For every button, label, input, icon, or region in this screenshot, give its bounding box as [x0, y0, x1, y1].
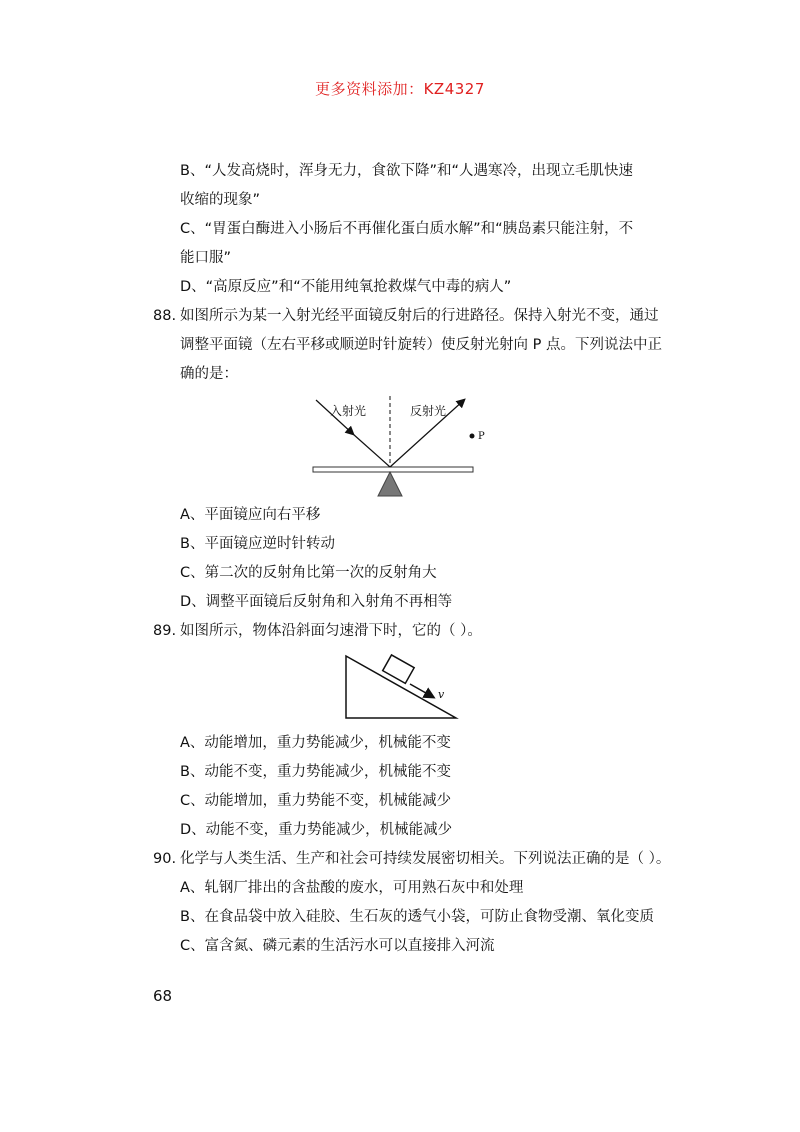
point-p-label: P: [478, 431, 485, 442]
q90-number: 90.: [153, 851, 177, 867]
q90-option-c: C、富含氮、磷元素的生活污水可以直接排入河流: [180, 938, 495, 954]
incident-ray-label: 入射光: [330, 404, 367, 418]
q90-option-a: A、轧钢厂排出的含盐酸的废水，可用熟石灰中和处理: [180, 880, 524, 896]
mirror-pivot: [378, 472, 402, 496]
plane-mirror: [313, 467, 473, 472]
q88-text-line3: 确的是：: [180, 366, 238, 382]
reflected-ray-label: 反射光: [410, 404, 447, 418]
q89-option-b: B、动能不变，重力势能减少，机械能不变: [180, 764, 451, 780]
q88-option-d: D、调整平面镜后反射角和入射角不再相等: [180, 594, 453, 610]
q89-option-c: C、动能增加，重力势能不变，机械能减少: [180, 793, 452, 809]
q90-option-b: B、在食品袋中放入硅胶、生石灰的透气小袋，可防止食物受潮、氧化变质: [180, 909, 654, 925]
point-p: [470, 434, 475, 439]
q88-option-b: B、平面镜应逆时针转动: [180, 536, 335, 552]
q89-option-a: A、动能增加，重力势能减少，机械能不变: [180, 735, 451, 751]
q87-option-b-line2: 收缩的现象”: [180, 192, 261, 208]
q87-option-b-line1: B、“人发高烧时，浑身无力，食欲下降”和“人遇寒冷，出现立毛肌快速: [180, 163, 633, 179]
velocity-label: v: [438, 688, 445, 701]
q88-option-c: C、第二次的反射角比第一次的反射角大: [180, 565, 437, 581]
q90-text: 化学与人类生活、生产和社会可持续发展密切相关。下列说法正确的是（ ）。: [180, 851, 671, 867]
q88-number: 88.: [153, 308, 177, 324]
header-watermark: 更多资料添加：KZ4327: [315, 80, 485, 98]
page-number: 68: [153, 987, 173, 1005]
q88-option-a: A、平面镜应向右平移: [180, 507, 321, 523]
q87-option-c-line2: 能口服”: [180, 250, 232, 266]
q89-option-d: D、动能不变，重力势能减少，机械能减少: [180, 822, 453, 838]
q88-text-line1: 如图所示为某一入射光经平面镜反射后的行进路径。保持入射光不变，通过: [180, 308, 659, 324]
incident-ray-tail: [353, 434, 390, 467]
q87-option-d: D、“高原反应”和“不能用纯氧抢救煤气中毒的病人”: [180, 279, 512, 295]
q89-text: 如图所示，物体沿斜面匀速滑下时，它的（ ）。: [180, 623, 482, 639]
q87-option-c-line1: C、“胃蛋白酶进入小肠后不再催化蛋白质水解”和“胰岛素只能注射，不: [180, 221, 634, 237]
q88-text-line2: 调整平面镜（左右平移或顺逆时针旋转）使反射光射向 P 点。下列说法中正: [180, 337, 662, 353]
q89-number: 89.: [153, 623, 177, 639]
q89-incline-diagram: [340, 652, 462, 722]
q88-mirror-diagram: [300, 392, 500, 498]
